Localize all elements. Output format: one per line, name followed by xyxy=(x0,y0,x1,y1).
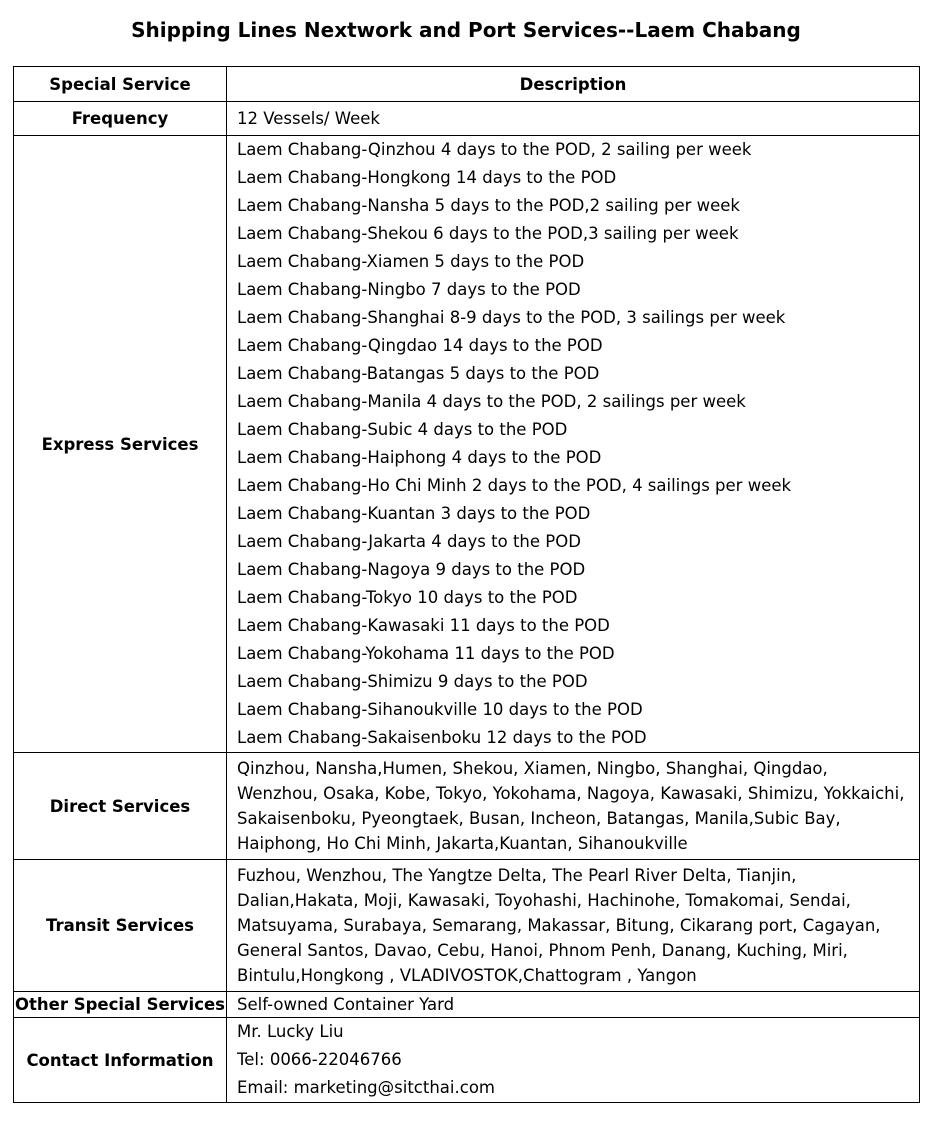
express-route-line: Laem Chabang-Shimizu 9 days to the POD xyxy=(237,672,588,691)
express-route-line: Laem Chabang-Haiphong 4 days to the POD xyxy=(237,448,602,467)
other-label: Other Special Services xyxy=(14,992,227,1018)
frequency-value: 12 Vessels/ Week xyxy=(227,102,920,136)
express-route-line: Laem Chabang-Shekou 6 days to the POD,3 sailing per week xyxy=(237,224,739,243)
transit-label: Transit Services xyxy=(14,860,227,992)
express-route-line: Laem Chabang-Kawasaki 11 days to the POD xyxy=(237,616,610,635)
express-route-line: Laem Chabang-Yokohama 11 days to the POD xyxy=(237,644,615,663)
express-route-line: Laem Chabang-Sihanoukville 10 days to the POD xyxy=(237,700,643,719)
express-route-line: Laem Chabang-Sakaisenboku 12 days to the POD xyxy=(237,728,647,747)
express-route-line: Laem Chabang-Shanghai 8-9 days to the POD, 3 sailings per week xyxy=(237,308,786,327)
direct-label: Direct Services xyxy=(14,753,227,860)
express-label: Express Services xyxy=(14,136,227,753)
page-title: Shipping Lines Nextwork and Port Services--Laem Chabang xyxy=(131,18,801,42)
express-route-line: Laem Chabang-Qinzhou 4 days to the POD, 2 sailing per week xyxy=(237,140,752,159)
contact-label: Contact Information xyxy=(14,1018,227,1103)
express-route-line: Laem Chabang-Batangas 5 days to the POD xyxy=(237,364,600,383)
express-route-line: Laem Chabang-Nansha 5 days to the POD,2 sailing per week xyxy=(237,196,740,215)
express-row xyxy=(14,136,920,753)
express-route-line: Laem Chabang-Hongkong 14 days to the POD xyxy=(237,168,617,187)
express-route-line: Laem Chabang-Nagoya 9 days to the POD xyxy=(237,560,586,579)
express-routes xyxy=(227,136,920,753)
contact-email[interactable]: Email: marketing@sitcthai.com xyxy=(237,1078,495,1097)
express-route-line: Laem Chabang-Tokyo 10 days to the POD xyxy=(237,588,578,607)
express-route-line: Laem Chabang-Ho Chi Minh 2 days to the POD, 4 sailings per week xyxy=(237,476,792,495)
transit-ports-text: Fuzhou, Wenzhou, The Yangtze Delta, The Pearl River Delta, Tianjin, Dalian,Hakata, Moji, Kawasaki, Toyohashi, Hachinohe, Tomakomai, Sendai, Matsuyama, Surabaya, Semarang, Makassar, Bitung, Cikarang port, Cagayan, General Santos, Davao, Cebu, Hanoi, Phnom Penh, Danang, Kuching, Miri, Bintulu,Hongkong , VLADIVOSTOK,Chattogram , Yangon xyxy=(237,866,881,985)
frequency-label: Frequency xyxy=(14,102,227,136)
express-route-line: Laem Chabang-Kuantan 3 days to the POD xyxy=(237,504,591,523)
contact-row xyxy=(14,1018,920,1103)
header-description: Description xyxy=(227,67,920,102)
contact-details xyxy=(227,1018,920,1103)
header-row xyxy=(14,67,920,102)
express-route-line: Laem Chabang-Xiamen 5 days to the POD xyxy=(237,252,585,271)
transit-ports xyxy=(227,860,920,992)
direct-ports xyxy=(227,753,920,860)
express-route-line: Laem Chabang-Jakarta 4 days to the POD xyxy=(237,532,581,551)
direct-ports-text: Qinzhou, Nansha,Humen, Shekou, Xiamen, Ningbo, Shanghai, Qingdao, Wenzhou, Osaka, Kobe, Tokyo, Yokohama, Nagoya, Kawasaki, Shimizu, Yokkaichi, Sakaisenboku, Pyeongtaek, Busan, Incheon, Batangas, Manila,Subic Bay, Haiphong, Ho Chi Minh, Jakarta,Kuantan, Sihanoukville xyxy=(237,759,905,853)
express-route-line: Laem Chabang-Qingdao 14 days to the POD xyxy=(237,336,603,355)
express-route-line: Laem Chabang-Subic 4 days to the POD xyxy=(237,420,568,439)
contact-tel: Tel: 0066-22046766 xyxy=(237,1050,402,1069)
other-value: Self-owned Container Yard xyxy=(227,992,920,1018)
transit-row xyxy=(14,860,920,992)
frequency-row xyxy=(14,102,920,136)
express-route-line: Laem Chabang-Ningbo 7 days to the POD xyxy=(237,280,581,299)
services-table xyxy=(13,66,920,1103)
contact-name: Mr. Lucky Liu xyxy=(237,1022,344,1041)
other-row xyxy=(14,992,920,1018)
header-special-service: Special Service xyxy=(14,67,227,102)
direct-row xyxy=(14,753,920,860)
express-route-line: Laem Chabang-Manila 4 days to the POD, 2 sailings per week xyxy=(237,392,746,411)
